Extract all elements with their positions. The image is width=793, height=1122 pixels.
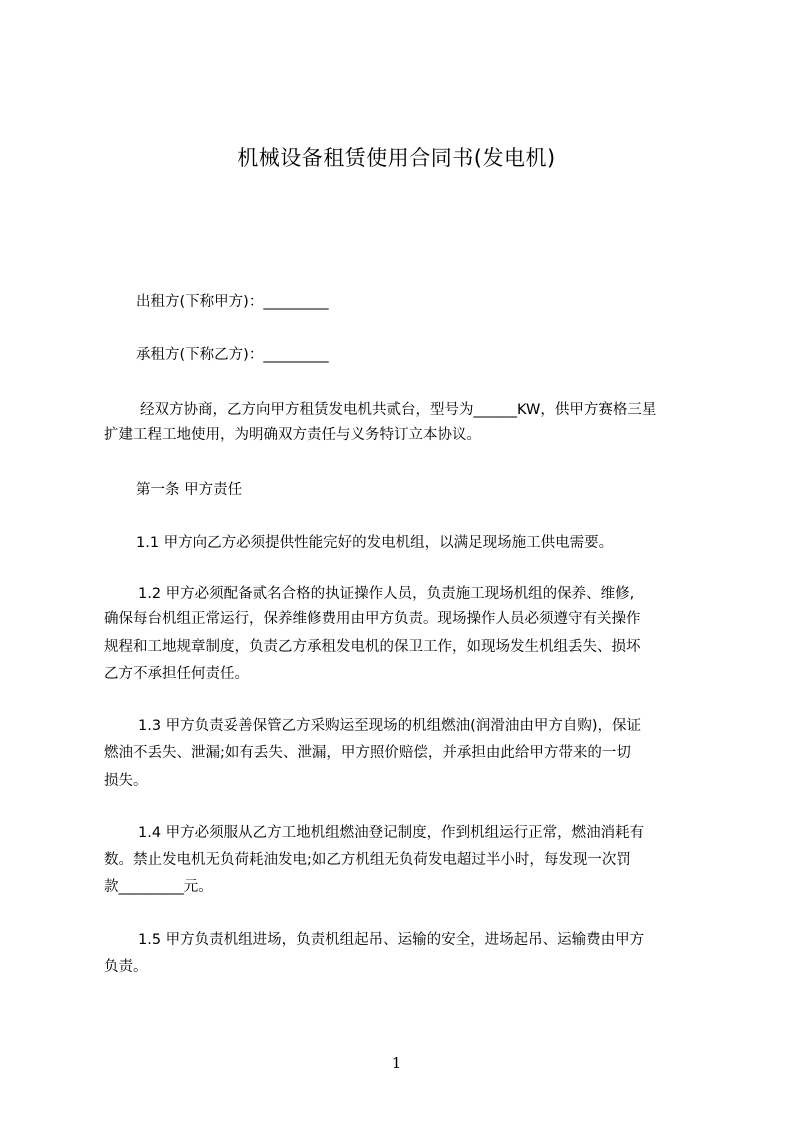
clause-1-4-line-1: 1.4 甲方必须服从乙方工地机组燃油登记制度，作到机组运行正常，燃油消耗有 — [138, 825, 645, 841]
clause-1-4-line-3: 款_________元。 — [104, 879, 213, 895]
intro-line-2: 扩建工程工地使用，为明确双方责任与义务特订立本协议。 — [104, 427, 481, 443]
document-title: 机械设备租赁使用合同书(发电机) — [237, 146, 556, 170]
clause-1-1: 1.1 甲方向乙方必须提供性能完好的发电机组，以满足现场施工供电需要。 — [136, 535, 614, 551]
clause-1-2-line-3: 规程和工地规章制度，负责乙方承租发电机的保卫工作，如现场发生机组丢失、损坏 — [104, 639, 641, 655]
clause-1-2-line-4: 乙方不承担任何责任。 — [104, 666, 249, 682]
intro-line-1: 经双方协商，乙方向甲方租赁发电机共贰台，型号为______KW，供甲方赛格三星 — [140, 402, 657, 418]
clause-1-3-line-3: 损失。 — [104, 773, 148, 789]
clause-1-5-line-1: 1.5 甲方负责机组进场，负责机组起吊、运输的安全，进场起吊、运输费由甲方 — [138, 932, 645, 948]
clause-1-3-line-1: 1.3 甲方负责妥善保管乙方采购运至现场的机组燃油(润滑油由甲方自购)，保证 — [138, 718, 641, 734]
clause-1-3-line-2: 燃油不丢失、泄漏;如有丢失、泄漏，甲方照价赔偿，并承担由此给甲方带来的一切 — [104, 745, 631, 761]
clause-1-2-line-1: 1.2 甲方必须配备贰名合格的执证操作人员，负责施工现场机组的保养、维修, — [138, 586, 635, 602]
lessor-line: 出租方(下称甲方)：_________ — [136, 294, 329, 310]
article-1-heading: 第一条 甲方责任 — [136, 482, 243, 498]
page-number: 1 — [391, 1054, 402, 1072]
clause-1-5-line-2: 负责。 — [104, 959, 148, 975]
clause-1-2-line-2: 确保每台机组正常运行，保养维修费用由甲方负责。现场操作人员必须遵守有关操作 — [104, 611, 641, 627]
clause-1-4-line-2: 数。禁止发电机无负荷耗油发电;如乙方机组无负荷发电超过半小时，每发现一次罚 — [104, 852, 631, 868]
lessee-line: 承租方(下称乙方)：_________ — [136, 347, 329, 363]
